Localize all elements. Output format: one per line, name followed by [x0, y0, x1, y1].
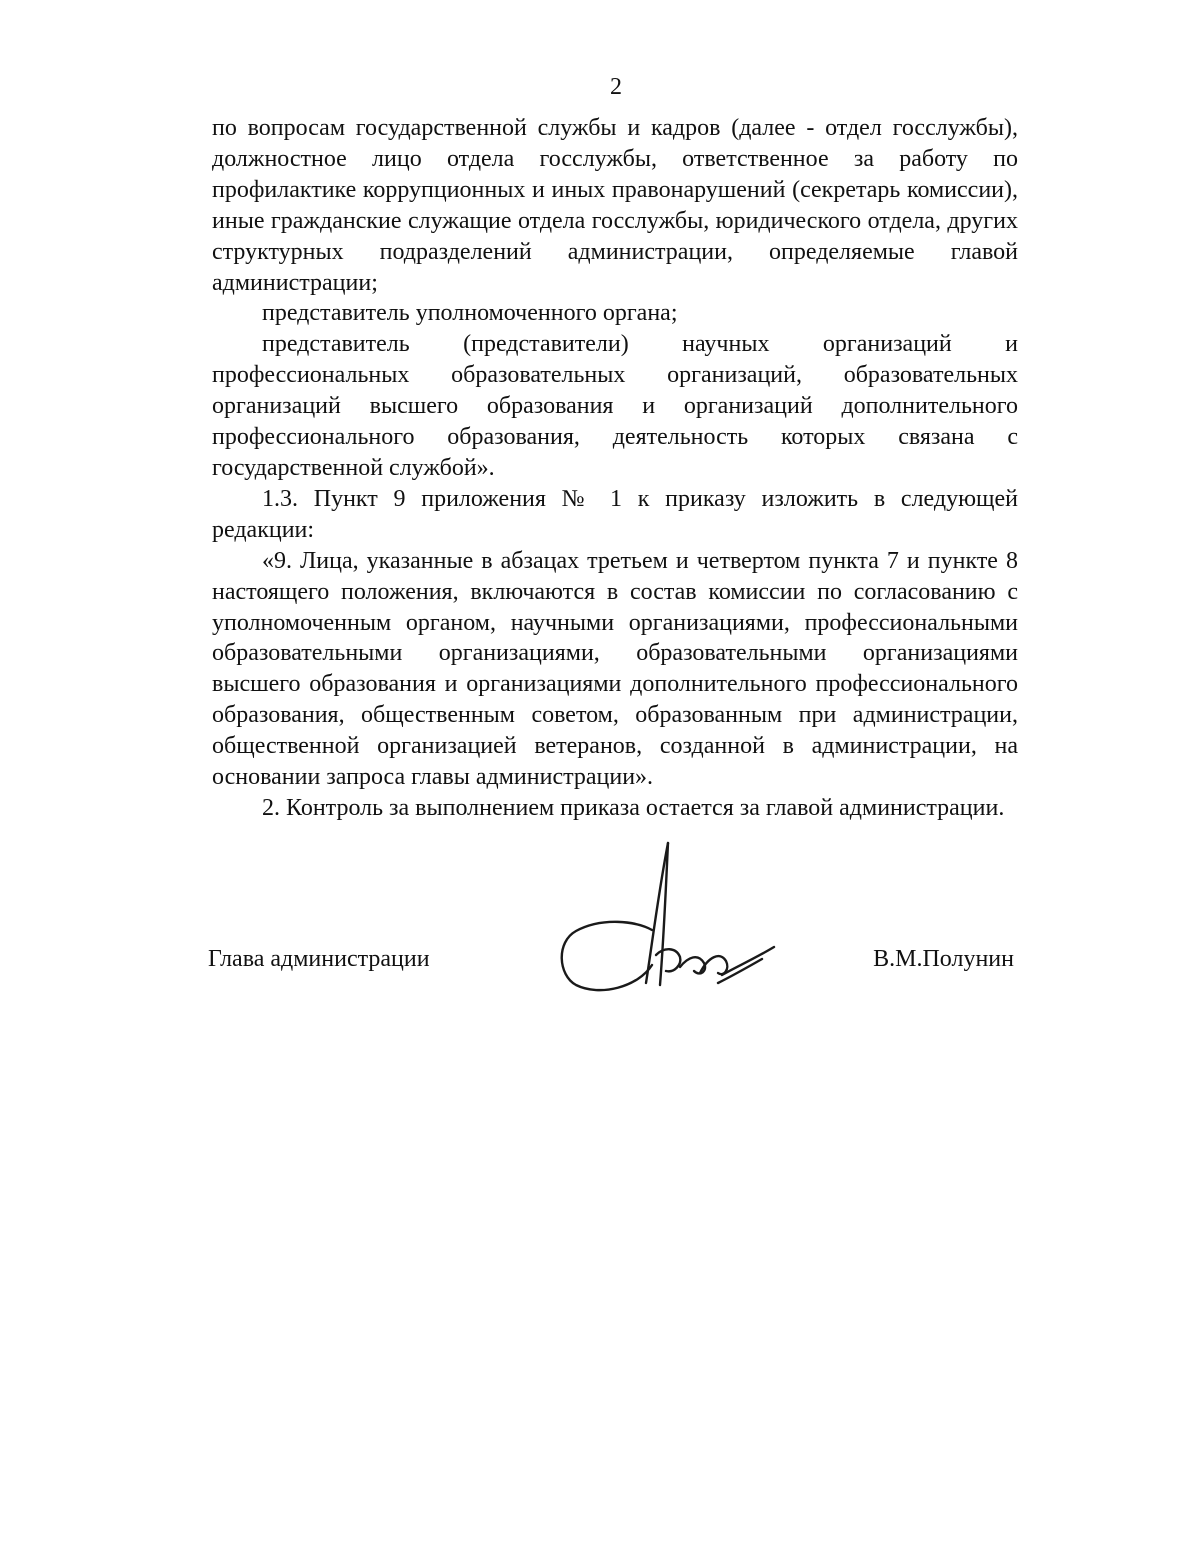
signature-title: Глава администрации: [208, 946, 430, 972]
page-number: 2: [610, 74, 622, 100]
paragraph-item-1-3: 1.3. Пункт 9 приложения № 1 к приказу изложить в следующей редакции:: [212, 485, 1018, 543]
paragraph-authorized-body-rep: представитель уполномоченного органа;: [262, 300, 678, 327]
signatory-name: В.М.Полунин: [873, 946, 1014, 972]
paragraph-item-9: «9. Лица, указанные в абзацах третьем и четвертом пункта 7 и пункте 8 настоящего положения, включаются в состав комиссии по согласованию с уполномоченным органом, научными организациями, профессиональными образовательными организациями, образовательными организациями высшего образования и организациями дополнительного профессионального образования, общественным советом, образованным при администрации, общественной организацией ветеранов, созданной в администрации, на основании запроса главы администрации».: [212, 547, 1018, 791]
document-body: [212, 113, 1018, 824]
paragraph-scientific-org-reps: представитель (представители) научных организаций и профессиональных образовательных организаций, образовательных организаций высшего образования и организаций дополнительного профессионального образования, деятельность которых связана с государственной службой».: [212, 331, 1018, 481]
handwritten-signature: [548, 835, 780, 1000]
paragraph-item-2-control: 2. Контроль за выполнением приказа остается за главой администрации.: [262, 794, 1005, 821]
paragraph-commission-members: по вопросам государственной службы и кадров (далее - отдел госслужбы), должностное лицо отдела госслужбы, ответственное за работу по профилактике коррупционных и иных правонарушений (секретарь комиссии), иные гражданские служащие отдела госслужбы, юридического отдела, других структурных подразделений администрации, определяемые главой администрации;: [212, 115, 1018, 296]
